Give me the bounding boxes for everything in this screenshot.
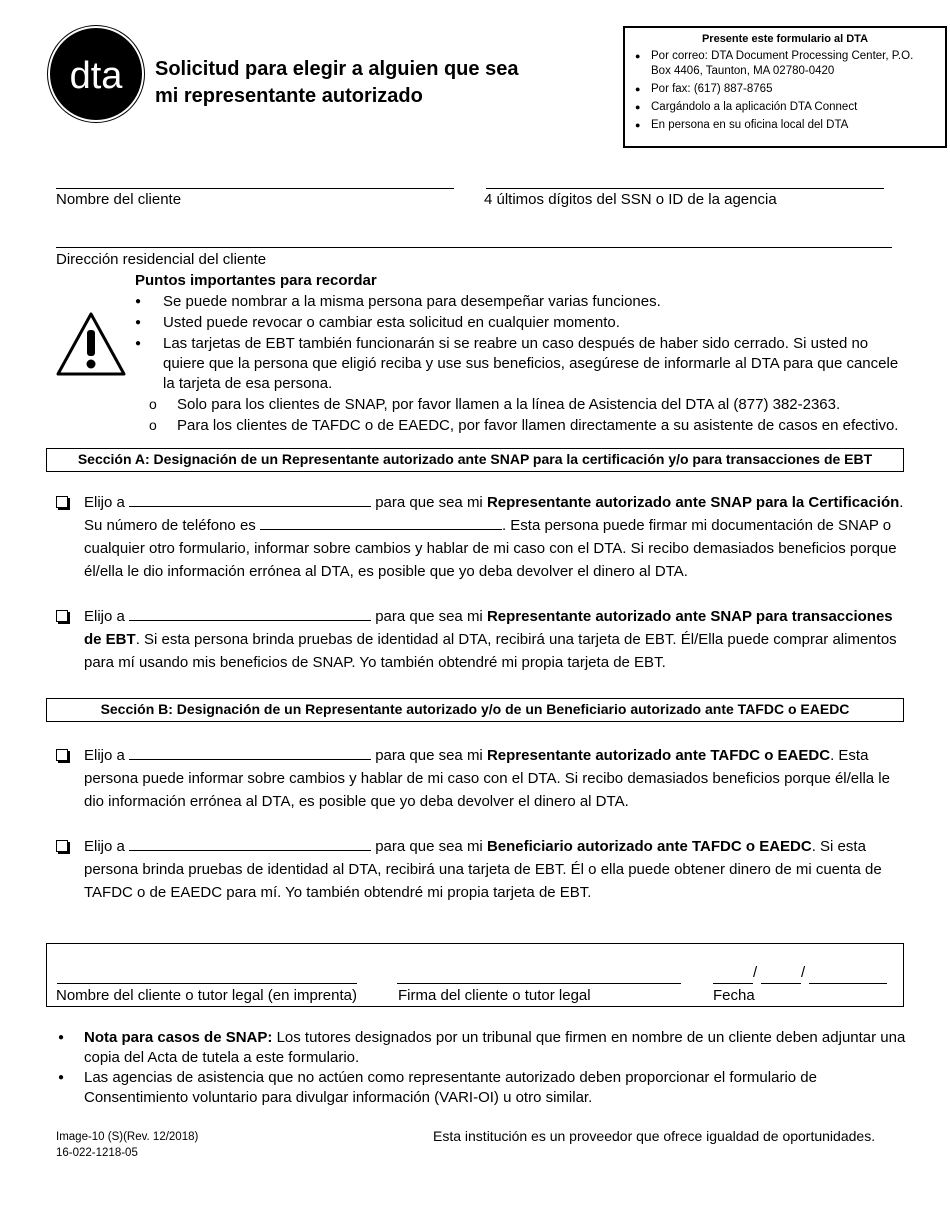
submit-instructions-box bbox=[623, 26, 947, 148]
snap-certification-checkbox[interactable] bbox=[56, 496, 68, 508]
date-day-input[interactable] bbox=[761, 983, 801, 984]
submit-methods-list bbox=[635, 49, 935, 133]
signature-box bbox=[46, 943, 904, 1007]
option-role: Representante autorizado ante TAFDC o EAEDC bbox=[486, 747, 831, 764]
option-prefix: Elijo a bbox=[84, 747, 125, 764]
option-middle: para que sea mi bbox=[375, 494, 483, 511]
important-points-title: Puntos importantes para recordar bbox=[135, 272, 377, 289]
dta-logo-graphic bbox=[50, 28, 142, 120]
option-prefix: Elijo a bbox=[84, 494, 125, 511]
signature-label: Firma del cliente o tutor legal bbox=[398, 987, 591, 1004]
dta-logo bbox=[50, 28, 142, 120]
important-points-list bbox=[135, 292, 905, 437]
client-name-input[interactable] bbox=[56, 188, 454, 189]
tafdc-beneficiary-checkbox[interactable] bbox=[56, 840, 68, 852]
warning-icon bbox=[55, 310, 127, 383]
address-input[interactable] bbox=[56, 247, 892, 248]
snap-cert-rep-name-input[interactable] bbox=[129, 492, 371, 507]
form-footer-ids bbox=[56, 1129, 198, 1161]
snap-cert-rep-phone-input[interactable] bbox=[260, 515, 502, 530]
section-a-option-ebt bbox=[56, 605, 906, 674]
printed-name-input[interactable] bbox=[57, 983, 357, 984]
page-title bbox=[155, 56, 535, 110]
option-role: Beneficiario autorizado ante TAFDC o EAEDC bbox=[486, 838, 812, 855]
snap-ebt-checkbox[interactable] bbox=[56, 610, 68, 622]
option-middle: para que sea mi bbox=[375, 838, 483, 855]
snap-note-text: Los tutores designados por un tribunal que firmen en nombre de un cliente deben adjuntar una copia del Acta de tutela a este formulario. bbox=[84, 1029, 906, 1066]
date-month-input[interactable] bbox=[713, 983, 753, 984]
snap-ebt-rep-name-input[interactable] bbox=[129, 606, 371, 621]
phone-prefix: Su número de teléfono es bbox=[84, 517, 256, 534]
page-title-line1: Solicitud para elegir a alguien que sea bbox=[155, 58, 519, 80]
section-b-option-beneficiary bbox=[56, 835, 906, 904]
dta-logo-text: dta bbox=[69, 55, 123, 97]
section-b-heading: Sección B: Designación de un Representante autorizado y/o de un Beneficiario autorizado ante TAFDC o EAEDC bbox=[46, 698, 904, 722]
option-description: . Esta persona puede informar sobre cambios y hablar de mi caso con el DTA. Si recibo demasiados beneficios porque él/ella le dio información errónea al DTA, es posible que yo deba devolver el dinero al DTA. bbox=[84, 747, 890, 810]
section-b-option-representative bbox=[56, 744, 906, 813]
option-description: . Si esta persona brinda pruebas de identidad al DTA, recibirá una tarjeta de EBT. Él/Ella puede comprar alimentos para mí usando mis beneficios de SNAP. Yo también obtendré mi propia tarjeta de EBT. bbox=[84, 631, 897, 671]
notes-list bbox=[56, 1028, 906, 1108]
tafdc-beneficiary-name-input[interactable] bbox=[129, 836, 371, 851]
important-subpoint: o Para los clientes de TAFDC o de EAEDC, por favor llamen directamente a su asistente de casos en efectivo. bbox=[135, 416, 905, 436]
option-period: . bbox=[899, 494, 904, 511]
submit-method-upload: ● Cargándolo a la aplicación DTA Connect bbox=[635, 100, 935, 115]
option-text bbox=[84, 491, 906, 583]
important-point: ● Usted puede revocar o cambiar esta solicitud en cualquier momento. bbox=[135, 313, 905, 333]
page-title-line2: mi representante autorizado bbox=[155, 85, 423, 107]
submit-box-heading: Presente este formulario al DTA bbox=[701, 33, 869, 45]
printed-name-label: Nombre del cliente o tutor legal (en imprenta) bbox=[56, 987, 357, 1004]
date-separator: / bbox=[801, 964, 806, 981]
ssn-input[interactable] bbox=[486, 188, 884, 189]
important-point: ● Las tarjetas de EBT también funcionarán si se reabre un caso después de haber sido cerrado. Si usted no quiere que la persona que eligió reciba y use sus beneficios, asegúrese de informarle al DTA para que cancele la tarjeta de esa persona. bbox=[135, 334, 905, 394]
client-name-label: Nombre del cliente bbox=[56, 191, 182, 208]
section-a-heading: Sección A: Designación de un Representante autorizado ante SNAP para la certificación y/o para transacciones de EBT bbox=[46, 448, 904, 472]
option-text bbox=[84, 744, 906, 813]
option-text bbox=[84, 605, 906, 674]
equal-opportunity-statement: Esta institución es un proveedor que ofrece igualdad de oportunidades. bbox=[433, 1128, 876, 1144]
option-description: . Si esta persona brinda pruebas de identidad al DTA, recibirá una tarjeta de EBT. Él o ella puede obtener dinero de mi cuenta de TAFDC o de EAEDC para mí. Yo también obtendré mi propia tarjeta de EBT. bbox=[84, 838, 882, 901]
option-middle: para que sea mi bbox=[375, 608, 483, 625]
form-code: 16-022-1218-05 bbox=[56, 1147, 138, 1159]
form-id: Image-10 (S)(Rev. 12/2018) bbox=[56, 1131, 199, 1143]
submit-method-in-person: ● En persona en su oficina local del DTA bbox=[635, 118, 935, 133]
important-subpoint: o Solo para los clientes de SNAP, por favor llamen a la línea de Asistencia del DTA al (877) 382-2363. bbox=[135, 395, 905, 415]
section-a-option-certification bbox=[56, 491, 906, 583]
ssn-label: 4 últimos dígitos del SSN o ID de la agencia bbox=[484, 191, 777, 208]
option-description: . Esta persona puede firmar mi documentación de SNAP o cualquier otro formulario, informar sobre cambios y hablar de mi caso con el DTA. Si recibo demasiados beneficios porque él/ella le dio información errónea al DTA, es posible que yo deba devolver el dinero al DTA. bbox=[84, 517, 897, 580]
date-separator: / bbox=[753, 964, 758, 981]
snap-note bbox=[56, 1028, 906, 1068]
submit-method-fax: ● Por fax: (617) 887-8765 bbox=[635, 82, 935, 97]
option-prefix: Elijo a bbox=[84, 608, 125, 625]
address-label: Dirección residencial del cliente bbox=[56, 251, 267, 268]
tafdc-rep-name-input[interactable] bbox=[129, 745, 371, 760]
date-year-input[interactable] bbox=[809, 983, 887, 984]
submit-method-mail: ● Por correo: DTA Document Processing Center, P.O. Box 4406, Taunton, MA 02780-0420 bbox=[635, 49, 935, 79]
option-text bbox=[84, 835, 906, 904]
important-point: ● Se puede nombrar a la misma persona para desempeñar varias funciones. bbox=[135, 292, 905, 312]
signature-input[interactable] bbox=[397, 983, 681, 984]
date-label: Fecha bbox=[713, 987, 755, 1004]
option-role: Representante autorizado ante SNAP para transacciones de EBT bbox=[84, 608, 893, 648]
tafdc-representative-checkbox[interactable] bbox=[56, 749, 68, 761]
option-role: Representante autorizado ante SNAP para la Certificación bbox=[486, 494, 900, 511]
option-middle: para que sea mi bbox=[375, 747, 483, 764]
snap-note-title: Nota para casos de SNAP: bbox=[84, 1029, 273, 1046]
agencies-note: ● Las agencias de asistencia que no actúen como representante autorizado deben proporcionar el formulario de Consentimiento voluntario para divulgar información (VARI-OI) u otro similar. bbox=[56, 1068, 906, 1108]
option-prefix: Elijo a bbox=[84, 838, 125, 855]
